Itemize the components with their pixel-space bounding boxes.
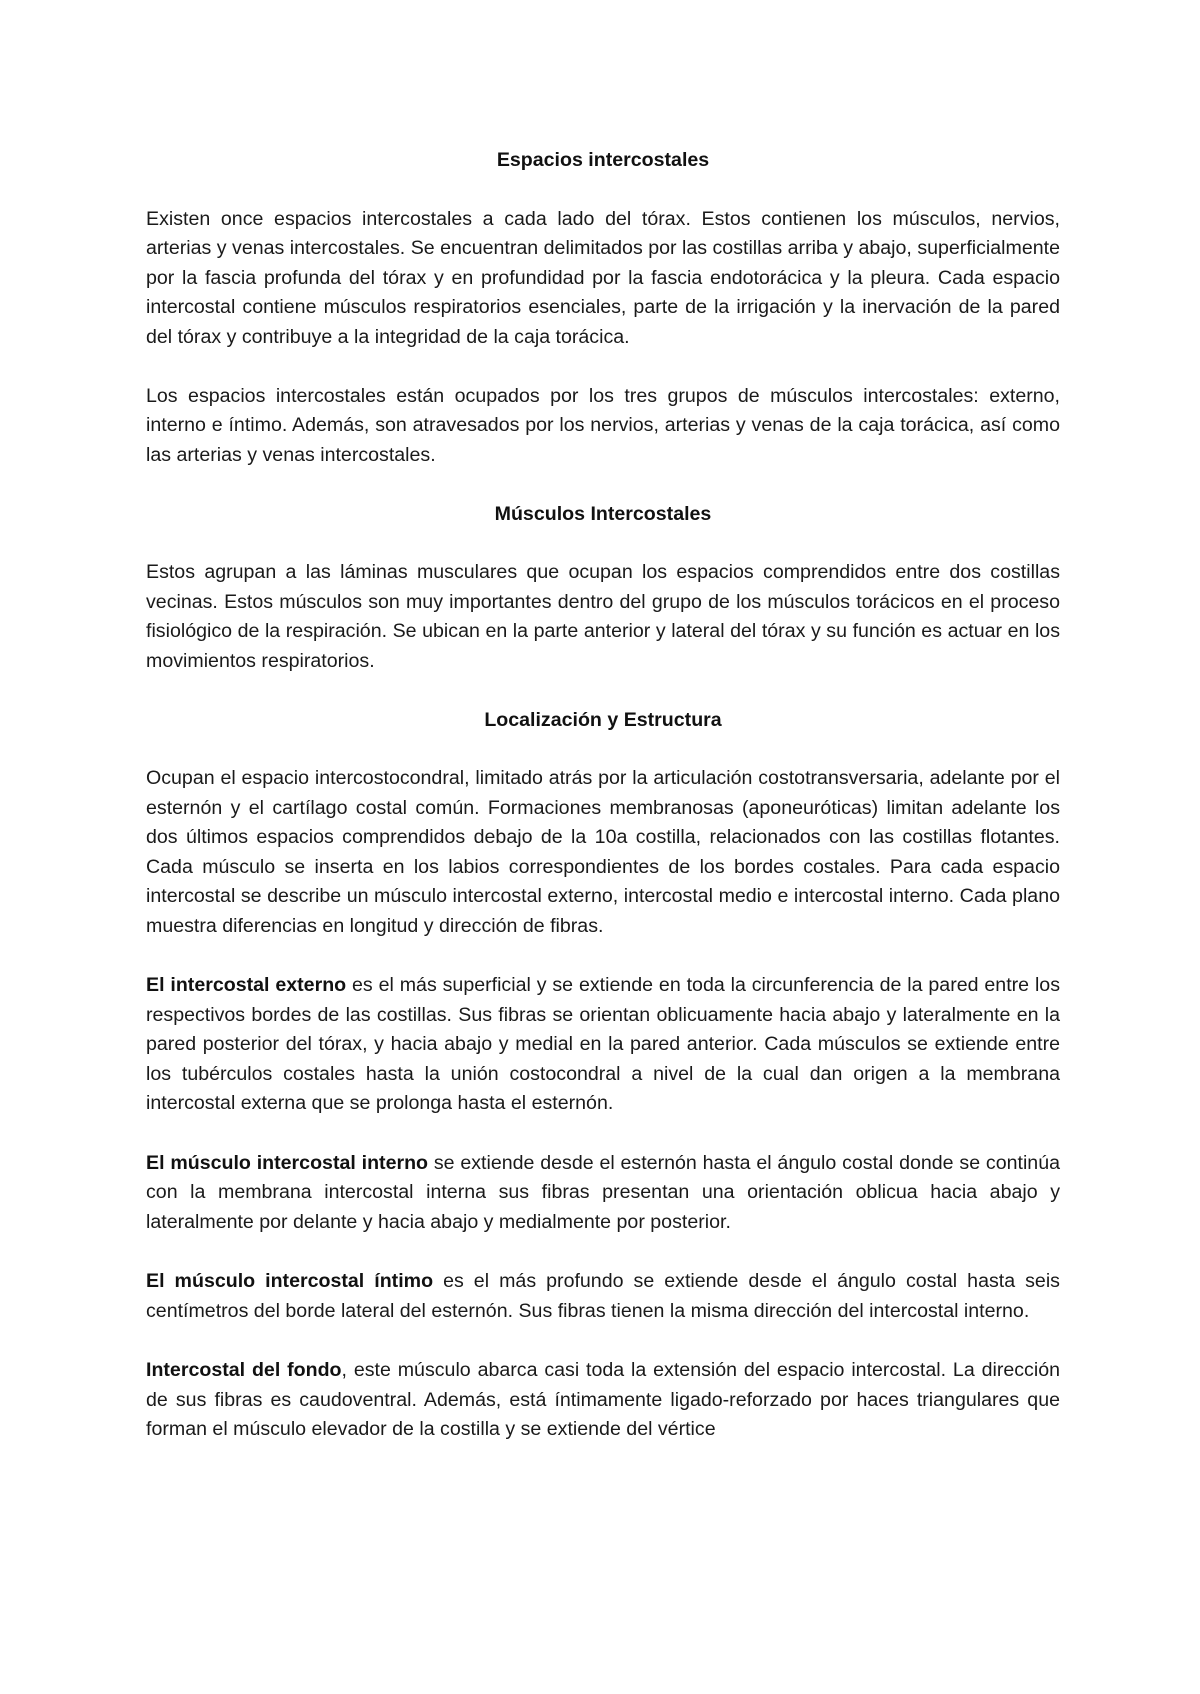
- term-intercostal-externo: El intercostal externo: [146, 974, 347, 996]
- paragraph-intercostal-fondo: [146, 1356, 1060, 1445]
- term-intercostal-intimo: El músculo intercostal íntimo: [146, 1270, 434, 1292]
- paragraph-intercostal-interno: [146, 1149, 1060, 1238]
- term-intercostal-fondo: Intercostal del fondo: [146, 1359, 342, 1381]
- text-intercostal-externo: es el más superficial y se extiende en toda la circunferencia de la pared entre los respectivos bordes de las costillas. Sus fibras se orientan oblicuamente hacia abajo y lateralmente en la pared posterior del tórax, y hacia abajo y medial en la pared anterior. Cada músculos se extiende entre los tubérculos costales hasta la unión costocondral a nivel de la cual dan origen a la membrana intercostal externa que se prolonga hasta el esternón.: [146, 974, 1060, 1114]
- heading-espacios-intercostales: Espacios intercostales: [496, 149, 710, 171]
- paragraph-espacios-intro: Existen once espacios intercostales a cada lado del tórax. Estos contienen los músculos, nervios, arterias y venas intercostales. Se encuentran delimitados por las costillas arriba y abajo, superficialmente por la fascia profunda del tórax y en profundidad por la fascia endotorácica y la pleura. Cada espacio intercostal contiene músculos respiratorios esenciales, parte de la irrigación y la inervación de la pared del tórax y contribuye a la integridad de la caja torácica.: [146, 207, 1060, 348]
- heading-localizacion-estructura: Localización y Estructura: [484, 708, 722, 731]
- term-intercostal-interno: El músculo intercostal interno: [146, 1151, 429, 1174]
- paragraph-intercostal-intimo: [146, 1267, 1060, 1326]
- text-intercostal-fondo: , este músculo abarca casi toda la extensión del espacio intercostal. La dirección de sus fibras es caudoventral. Además, está íntimamente ligado-reforzado por haces triangulares que forman el músculo elevador de la costilla y se extiende del vértice: [146, 1359, 1060, 1440]
- paragraph-musculos-intro: Estos agrupan a las láminas musculares que ocupan los espacios comprendidos entre dos costillas vecinas. Estos músculos son muy importantes dentro del grupo de los músculos torácicos en el proceso fisiológico de la respiración. Se ubican en la parte anterior y lateral del tórax y su función es actuar en los movimientos respiratorios.: [146, 561, 1060, 672]
- document-body: [146, 146, 1060, 1445]
- paragraph-espacios-ocupados: Los espacios intercostales están ocupados por los tres grupos de músculos intercostales: externo, interno e íntimo. Además, son atravesados por los nervios, arterias y venas de la caja torácica, así como las arterias y venas intercostales.: [146, 384, 1060, 466]
- heading-musculos-intercostales: Músculos Intercostales: [494, 502, 712, 525]
- paragraph-intercostal-externo: [146, 971, 1060, 1119]
- text-intercostal-interno: se extiende desde el esternón hasta el ángulo costal donde se continúa con la membrana intercostal interna sus fibras presentan una orientación oblicua hacia abajo y lateralmente por delante y hacia abajo y medialmente por posterior.: [146, 1151, 1060, 1233]
- paragraph-localizacion: Ocupan el espacio intercostocondral, limitado atrás por la articulación costotransversaria, adelante por el esternón y el cartílago costal común. Formaciones membranosas (aponeuróticas) limitan adelante los dos últimos espacios comprendidos debajo de la 10a costilla, relacionados con las costillas flotantes. Cada músculo se inserta en los labios correspondientes de los bordes costales. Para cada espacio intercostal se describe un músculo intercostal externo, intercostal medio e intercostal interno. Cada plano muestra diferencias en longitud y dirección de fibras.: [146, 767, 1060, 937]
- text-intercostal-intimo: es el más profundo se extiende desde el ángulo costal hasta seis centímetros del borde lateral del esternón. Sus fibras tienen la misma dirección del intercostal interno.: [146, 1270, 1060, 1322]
